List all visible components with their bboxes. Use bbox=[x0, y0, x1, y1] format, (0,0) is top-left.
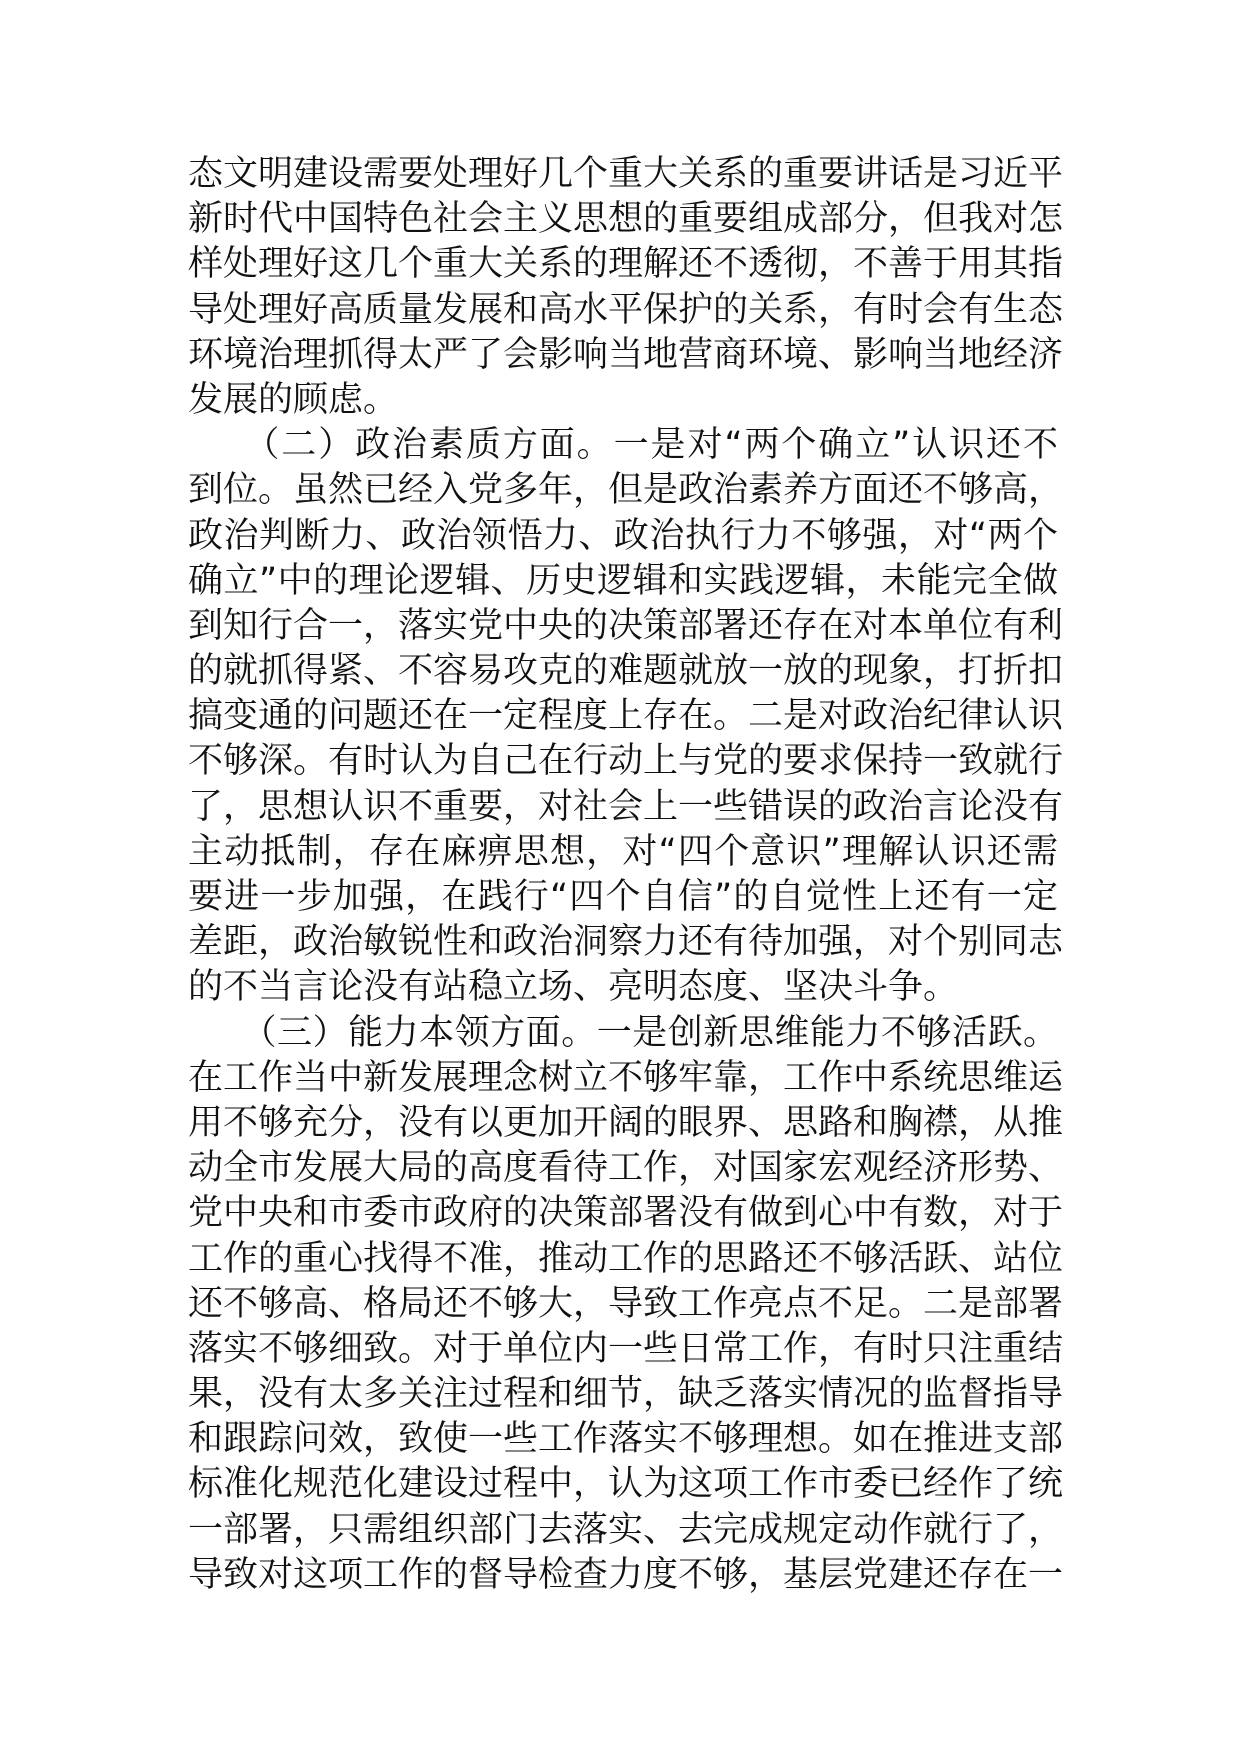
text-line: 样处理好这几个重大关系的理解还不透彻，不善于用其指 bbox=[188, 244, 1064, 285]
text-line: 态文明建设需要处理好几个重大关系的重要讲话是习近平 bbox=[188, 154, 1064, 194]
text-line: 和跟踪问效，致使一些工作落实不够理想。如在推进支部 bbox=[188, 1419, 1064, 1460]
text-line: 发展的顾虑。 bbox=[188, 379, 399, 420]
text-line: 标准化规范化建设过程中，认为这项工作市委已经作了统 bbox=[188, 1464, 1064, 1505]
text-line: 的就抓得紧、不容易攻克的难题就放一放的现象，打折扣 bbox=[188, 651, 1064, 692]
text-line: 环境治理抓得太严了会影响当地营商环境、影响当地经济 bbox=[188, 334, 1064, 375]
text-line: 还不够高、格局还不够大，导致工作亮点不足。二是部署 bbox=[188, 1283, 1064, 1324]
section-heading-line: （二）政治素质方面。一是对“两个确立”认识还不 bbox=[188, 425, 1058, 466]
text-line: 新时代中国特色社会主义思想的重要组成部分，但我对怎 bbox=[188, 199, 1064, 240]
text-line: 果，没有太多关注过程和细节，缺乏落实情况的监督指导 bbox=[188, 1374, 1064, 1415]
text-line: 工作的重心找得不准，推动工作的思路还不够活跃、站位 bbox=[188, 1238, 1064, 1279]
document-body-text bbox=[188, 152, 1064, 1598]
text-line: 用不够充分，没有以更加开阔的眼界、思路和胸襟，从推 bbox=[188, 1102, 1064, 1143]
text-line: 一部署，只需组织部门去落实、去完成规定动作就行了， bbox=[188, 1509, 1064, 1550]
text-line: 导致对这项工作的督导检查力度不够，基层党建还存在一 bbox=[188, 1554, 1064, 1595]
text-line: 到位。虽然已经入党多年，但是政治素养方面还不够高， bbox=[188, 470, 1064, 511]
text-line: 搞变通的问题还在一定程度上存在。二是对政治纪律认识 bbox=[188, 696, 1064, 737]
text-line: 党中央和市委市政府的决策部署没有做到心中有数，对于 bbox=[188, 1193, 1064, 1234]
text-line: 导处理好高质量发展和高水平保护的关系，有时会有生态 bbox=[188, 289, 1064, 330]
text-line: 要进一步加强，在践行“四个自信”的自觉性上还有一定 bbox=[188, 877, 1058, 917]
text-line: 动全市发展大局的高度看待工作，对国家宏观经济形势、 bbox=[188, 1148, 1064, 1189]
section-heading-line: （三）能力本领方面。一是创新思维能力不够活跃。 bbox=[188, 1012, 1058, 1053]
text-line: 了，思想认识不重要，对社会上一些错误的政治言论没有 bbox=[188, 786, 1064, 827]
text-line: 不够深。有时认为自己在行动上与党的要求保持一致就行 bbox=[188, 741, 1064, 782]
text-line: 落实不够细致。对于单位内一些日常工作，有时只注重结 bbox=[188, 1328, 1064, 1369]
text-line: 差距，政治敏锐性和政治洞察力还有待加强，对个别同志 bbox=[188, 922, 1064, 963]
text-line: 政治判断力、政治领悟力、政治执行力不够强，对“两个 bbox=[188, 515, 1058, 556]
text-line: 到知行合一，落实党中央的决策部署还存在对本单位有利 bbox=[188, 605, 1064, 646]
text-line: 主动抵制，存在麻痹思想，对“四个意识”理解认识还需 bbox=[188, 831, 1058, 872]
text-line: 的不当言论没有站稳立场、亮明态度、坚决斗争。 bbox=[188, 967, 959, 1008]
text-line: 在工作当中新发展理念树立不够牢靠，工作中系统思维运 bbox=[188, 1057, 1064, 1098]
text-line: 确立”中的理论逻辑、历史逻辑和实践逻辑，未能完全做 bbox=[188, 560, 1058, 601]
